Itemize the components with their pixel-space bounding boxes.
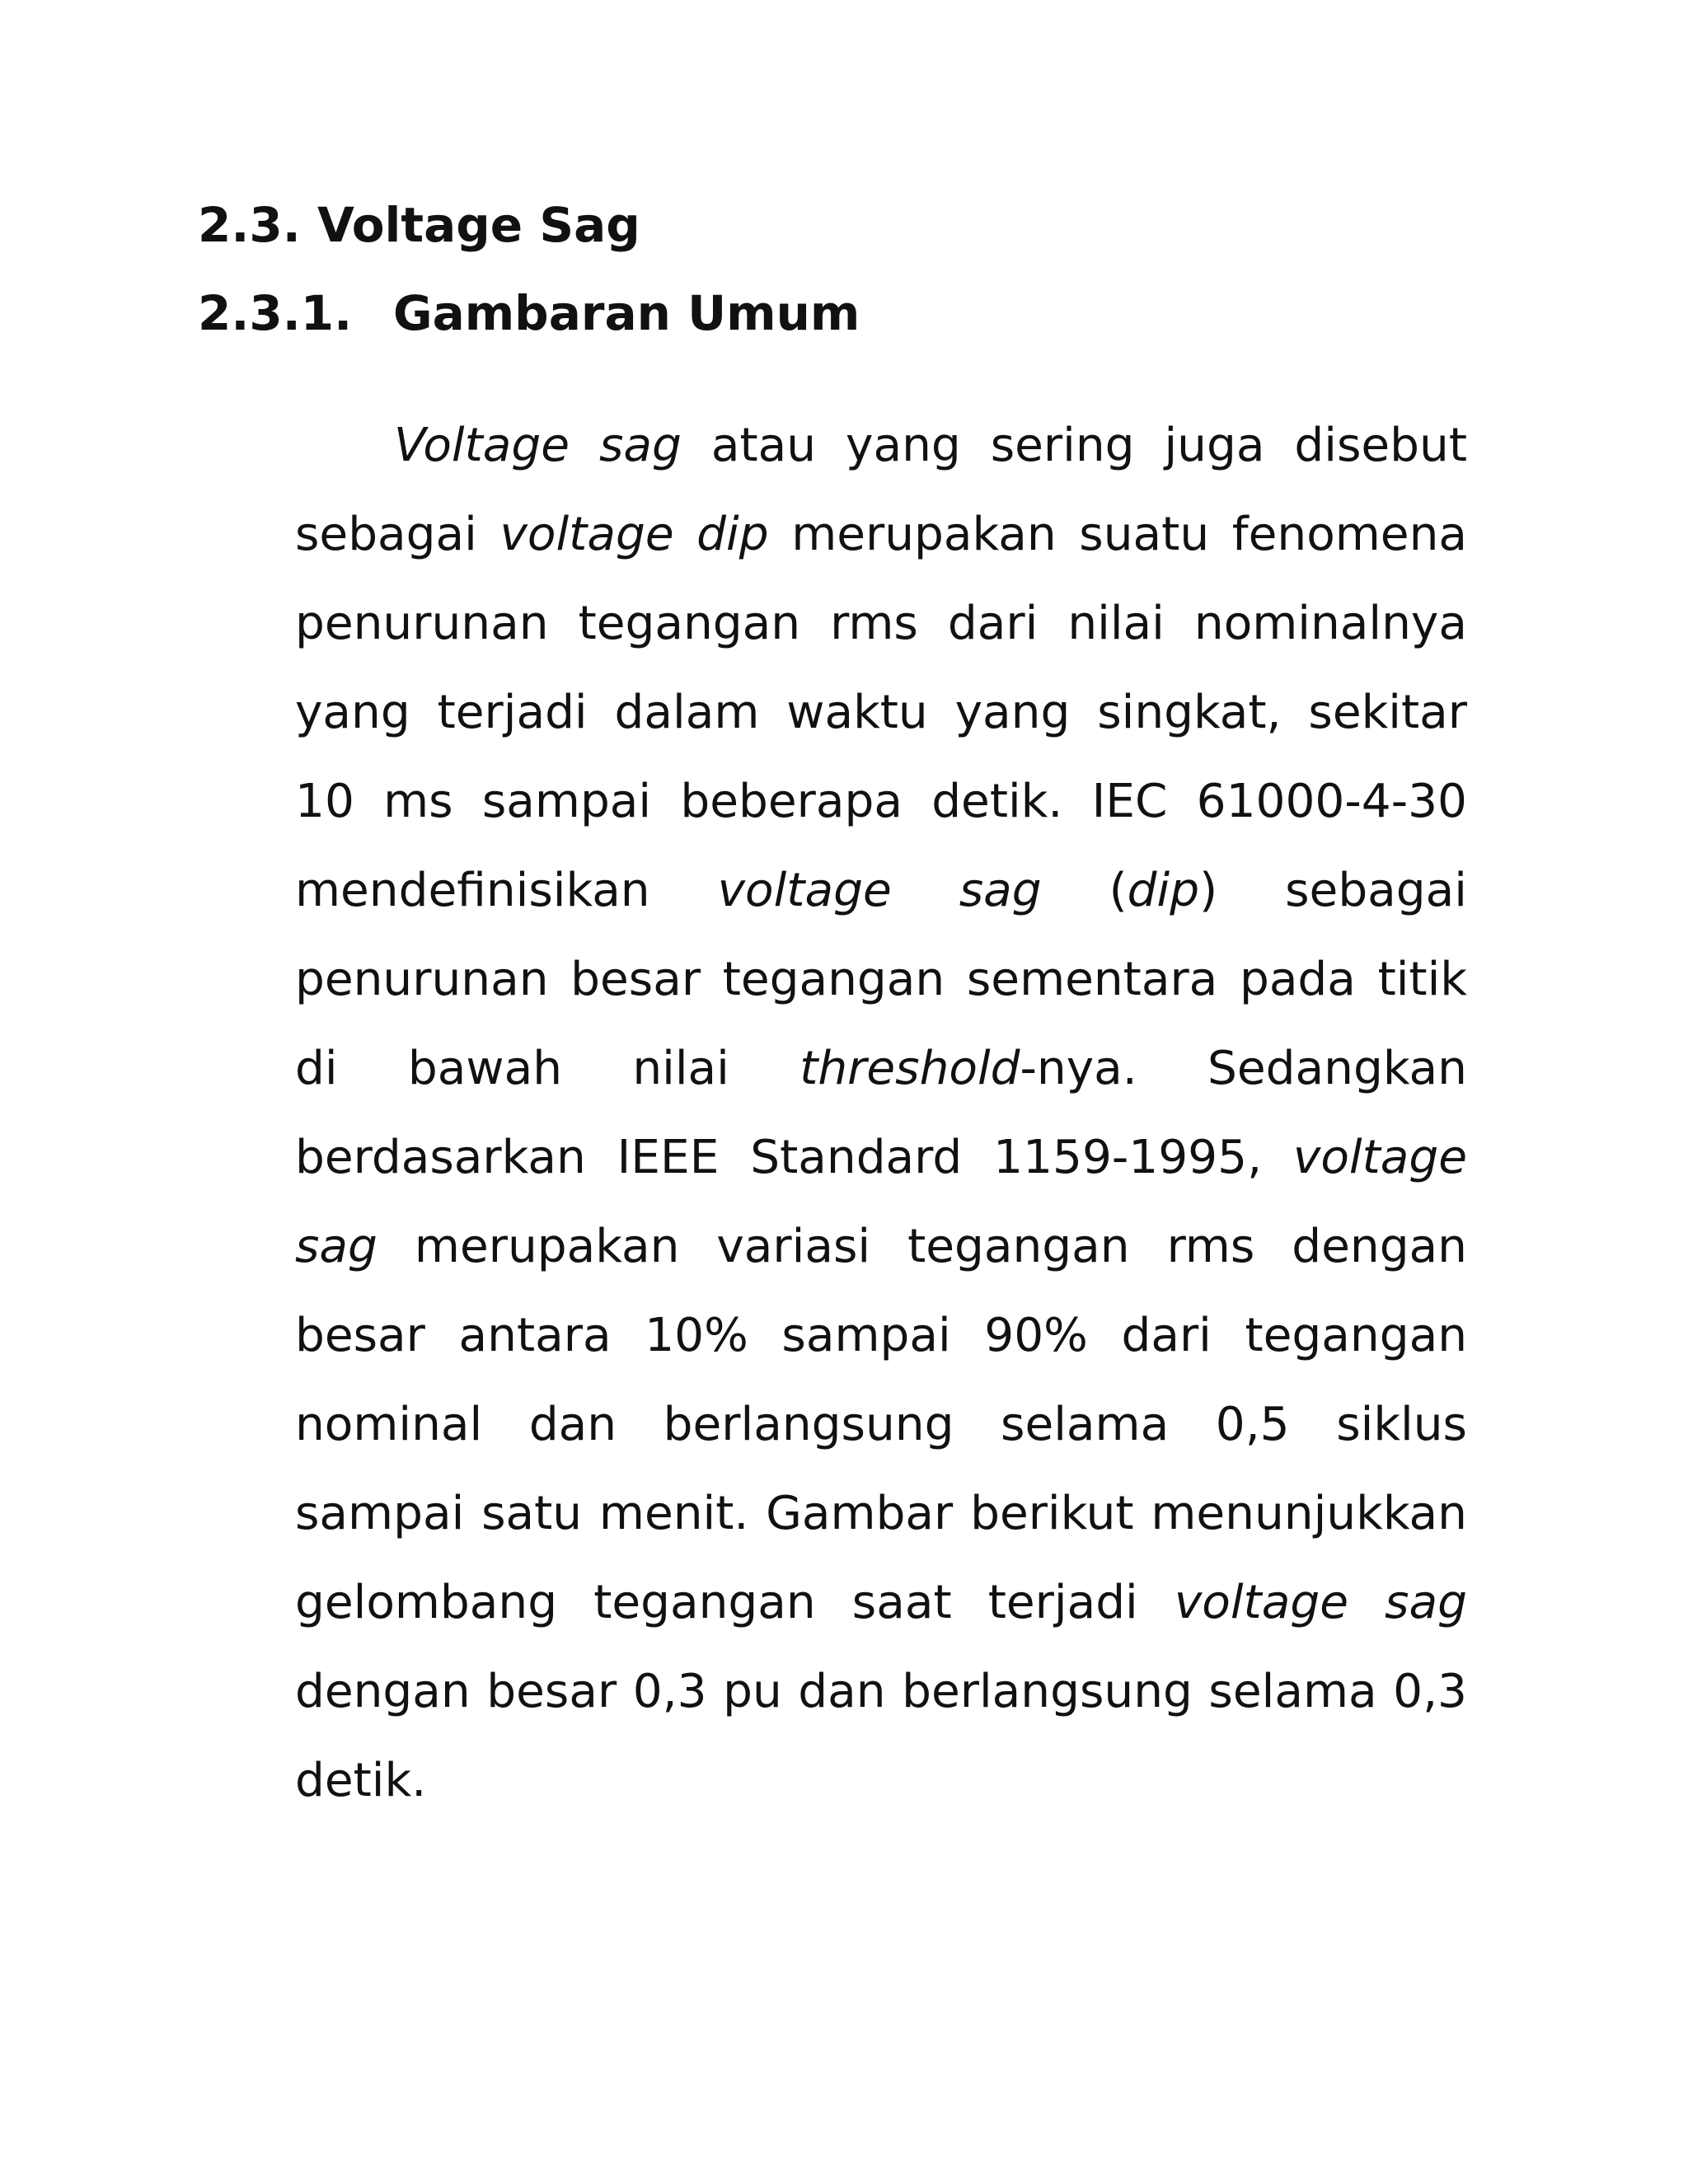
- italic-term: voltage sag: [1174, 1576, 1467, 1629]
- section-heading: [198, 196, 640, 254]
- text-run: -nya. Sedangkan berdasarkan IEEE Standard 1159-1995,: [295, 1042, 1467, 1184]
- body-paragraph: [295, 401, 1467, 1825]
- section-title: 2.3. Voltage Sag: [198, 197, 640, 253]
- italic-term: threshold: [799, 1042, 1020, 1095]
- subsection-number: 2.3.1.: [198, 285, 353, 341]
- italic-term: voltage sag: [295, 1131, 1467, 1273]
- text-run: dengan besar 0,3 pu dan berlangsung selama 0,3 detik.: [295, 1665, 1467, 1807]
- text-run: (: [1041, 864, 1128, 917]
- italic-term: dip: [1127, 864, 1200, 917]
- text-run: merupakan suatu fenomena penurunan tegangan rms dari nilai nominalnya yang terjadi dalam waktu yang singkat, sekitar 10 ms sampai beberapa detik. IEC 61000-4-30 mendefinisikan: [295, 508, 1467, 917]
- subsection-title: Gambaran Umum: [393, 285, 860, 341]
- text-run: atau yang sering juga disebut sebagai: [295, 419, 1467, 561]
- subsection-heading: [198, 284, 860, 342]
- italic-term: voltage sag: [717, 864, 1042, 917]
- text-run: merupakan variasi tegangan rms dengan besar antara 10% sampai 90% dari tegangan nominal dan berlangsung selama 0,5 siklus sampai satu menit. Gambar berikut menunjukkan gelombang tegangan saat terjadi: [295, 1220, 1467, 1629]
- italic-term: Voltage sag: [394, 419, 682, 472]
- text-run: ) sebagai penurunan besar tegangan sementara pada titik di bawah nilai: [295, 864, 1467, 1095]
- italic-term: voltage dip: [499, 508, 769, 561]
